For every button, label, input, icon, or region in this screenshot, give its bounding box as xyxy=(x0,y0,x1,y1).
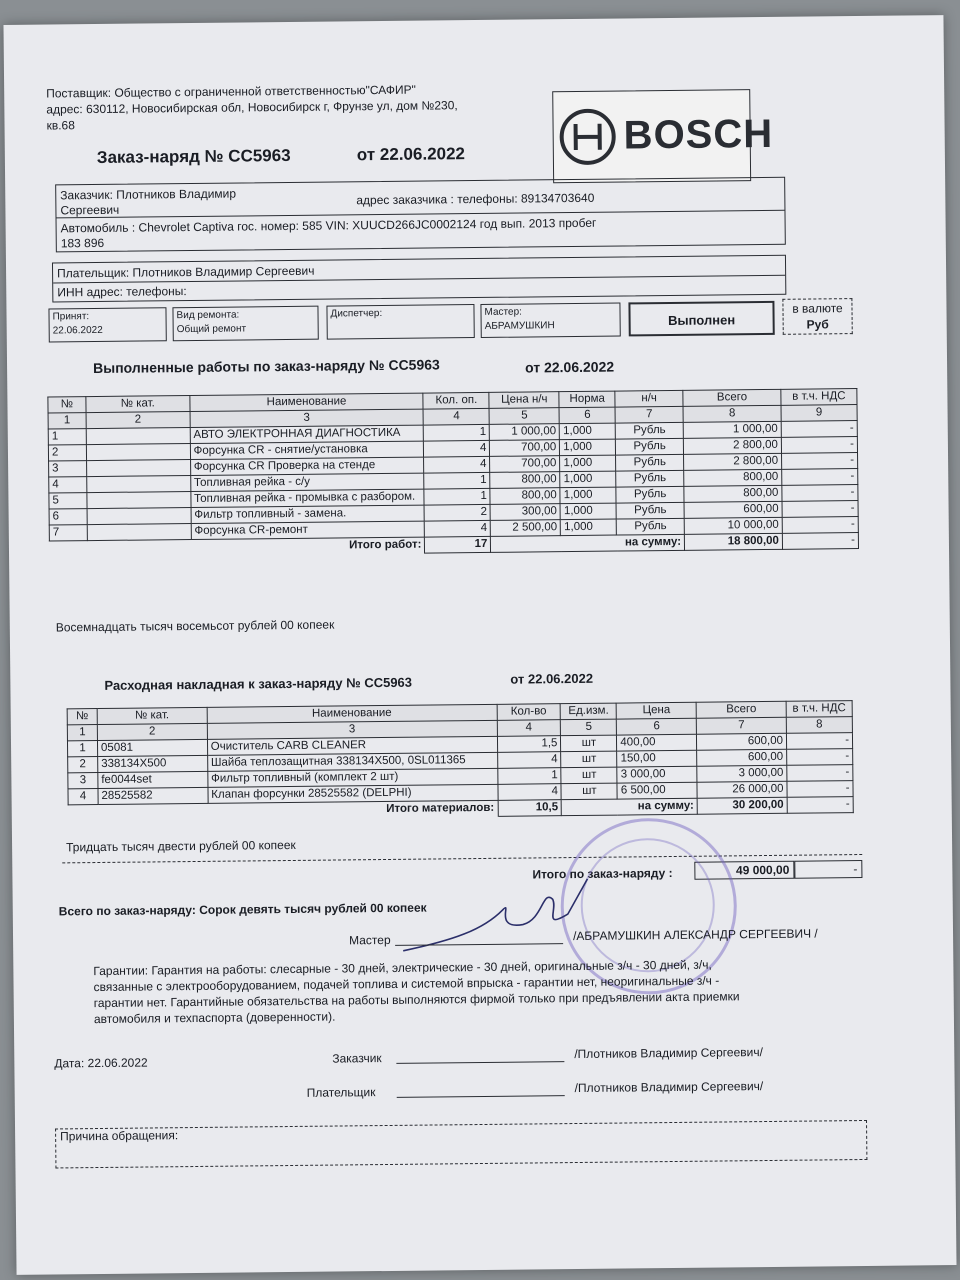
works-header-cell: в т.ч. НДС xyxy=(781,389,857,406)
works-number-cell: 6 xyxy=(559,407,615,424)
row-number: 2 xyxy=(68,757,98,773)
row-norm: 1,000 xyxy=(561,519,617,536)
works-header-cell: Цена н/ч xyxy=(489,392,559,409)
row-norm: 1,000 xyxy=(560,487,616,504)
grand-total-value: 49 000,00 xyxy=(694,861,794,880)
repair-type-box xyxy=(172,306,318,342)
row-total: 2 800,00 xyxy=(683,437,781,454)
works-header-cell: № кат. xyxy=(86,396,190,413)
company-stamp-inner xyxy=(580,838,715,973)
grand-total-vat: - xyxy=(794,860,862,879)
master-value: АБРАМУШКИН xyxy=(484,320,555,332)
row-qty: 4 xyxy=(424,456,490,473)
row-norm: 1,000 xyxy=(560,423,616,440)
row-vat: - xyxy=(787,781,853,798)
customer-name-line-2: Сергеевич xyxy=(60,202,120,218)
row-catalog: 05081 xyxy=(97,739,207,756)
master-label: Мастер: xyxy=(484,306,522,318)
accepted-label: Принят: xyxy=(52,311,90,323)
materials-header-cell: Ед.изм. xyxy=(561,703,617,720)
row-vat: - xyxy=(781,437,857,454)
row-unit: Рубль xyxy=(616,502,684,519)
row-name: Топливная рейка - промывка с разбором. xyxy=(191,489,425,507)
row-name: Топливная рейка - с/у xyxy=(190,473,424,491)
works-header-cell: № xyxy=(48,397,86,413)
works-header-cell: Всего xyxy=(683,389,781,406)
materials-sum-label: на сумму: xyxy=(562,798,698,815)
row-qty: 1,5 xyxy=(497,736,561,753)
repair-type-label: Вид ремонта: xyxy=(176,309,240,322)
row-price: 150,00 xyxy=(617,750,697,767)
row-catalog xyxy=(87,492,191,509)
works-header-cell: н/ч xyxy=(615,390,683,407)
master-signature-label: Мастер xyxy=(349,932,391,948)
materials-total-qty: 10,5 xyxy=(498,800,562,817)
works-date: от 22.06.2022 xyxy=(525,358,615,376)
payer-signature-name: /Плотников Владимир Сергеевич/ xyxy=(574,1079,764,1096)
works-table xyxy=(47,388,859,557)
works-number-cell: 4 xyxy=(424,408,490,425)
materials-table xyxy=(67,700,854,821)
row-number: 5 xyxy=(49,493,87,509)
row-name: Шайба теплозащитная 338134X500, 0SL011365 xyxy=(207,752,497,771)
materials-header-cell: Наименование xyxy=(207,704,497,723)
row-unit: шт xyxy=(561,751,617,768)
warranty-line-2: связанные с электрооборудованием, подачей топлива и системой впрыска - гарантии нет, неоригинальные з/ч - xyxy=(93,973,720,995)
row-unit: шт xyxy=(561,767,617,784)
row-price: 700,00 xyxy=(490,456,560,473)
dispatcher-label: Диспетчер: xyxy=(330,308,383,320)
row-name: Очиститель CARB CLEANER xyxy=(207,736,497,755)
reason-box xyxy=(55,1120,867,1169)
row-name: Форсунка CR - снятие/установка xyxy=(190,441,424,459)
row-catalog xyxy=(87,524,191,541)
materials-header-cell: в т.ч. НДС xyxy=(786,701,852,718)
customer-signature-label: Заказчик xyxy=(332,1051,382,1066)
currency-box xyxy=(782,298,852,335)
row-total: 600,00 xyxy=(697,733,787,750)
row-number: 1 xyxy=(67,741,97,757)
supplier-line-3: кв.68 xyxy=(46,118,75,133)
row-qty: 4 xyxy=(497,784,561,801)
master-signature-name: /АБРАМУШКИН АЛЕКСАНДР СЕРГЕЕВИЧ / xyxy=(572,926,818,944)
materials-number-cell: 6 xyxy=(617,718,697,735)
materials-total-label: Итого материалов: xyxy=(68,800,498,820)
row-unit: шт xyxy=(561,735,617,752)
works-number-cell: 7 xyxy=(615,406,683,423)
row-qty: 1 xyxy=(497,768,561,785)
row-price: 700,00 xyxy=(490,440,560,457)
row-unit: Рубль xyxy=(616,438,684,455)
materials-header-cell: Всего xyxy=(696,701,786,718)
row-price: 3 000,00 xyxy=(617,766,697,783)
row-vat: - xyxy=(781,421,857,438)
row-name: Клапан форсунки 28525582 (DELPHI) xyxy=(208,784,498,803)
materials-header-cell: № xyxy=(67,709,97,725)
row-number: 3 xyxy=(68,773,98,789)
payer-signature-line xyxy=(397,1095,565,1098)
payer-signature-label: Плательщик xyxy=(306,1085,376,1100)
supplier-line-2: адрес: 630112, Новосибирская обл, Новосибирск г, Фрунзе ул, дом №230, xyxy=(46,98,458,117)
customer-box xyxy=(55,177,786,253)
works-number-cell: 5 xyxy=(489,408,559,425)
customer-signature-name: /Плотников Владимир Сергеевич/ xyxy=(574,1045,763,1062)
row-price: 1 000,00 xyxy=(490,424,560,441)
row-price: 2 500,00 xyxy=(491,520,561,537)
materials-amount-in-words: Тридцать тысяч двести рублей 00 копеек xyxy=(66,837,296,855)
row-name: Фильтр топливный - замена. xyxy=(191,505,425,523)
row-qty: 2 xyxy=(425,504,491,521)
row-unit: Рубль xyxy=(616,518,684,535)
row-unit: Рубль xyxy=(616,470,684,487)
status-text: Выполнен xyxy=(667,312,736,329)
payer-box xyxy=(52,255,786,303)
row-price: 800,00 xyxy=(490,472,560,489)
row-number: 2 xyxy=(48,445,86,461)
row-unit: шт xyxy=(561,783,617,800)
row-total: 10 000,00 xyxy=(684,517,782,534)
works-number-cell: 2 xyxy=(86,412,190,429)
row-price: 6 500,00 xyxy=(617,782,697,799)
row-vat: - xyxy=(787,749,853,766)
row-number: 1 xyxy=(48,429,86,445)
works-number-cell: 3 xyxy=(190,409,424,427)
row-vat: - xyxy=(782,485,858,502)
row-unit: Рубль xyxy=(616,454,684,471)
works-number-cell: 9 xyxy=(781,405,857,422)
works-sum-label: на сумму: xyxy=(491,534,685,552)
materials-number-cell: 3 xyxy=(207,720,497,739)
row-number: 4 xyxy=(68,789,98,805)
row-name: Фильтр топливный (комплект 2 шт) xyxy=(208,768,498,787)
row-total: 3 000,00 xyxy=(697,765,787,782)
row-number: 6 xyxy=(49,509,87,525)
row-norm: 1,000 xyxy=(560,455,616,472)
row-vat: - xyxy=(782,501,858,518)
customer-name-line-1: Заказчик: Плотников Владимир xyxy=(60,186,237,203)
row-total: 26 000,00 xyxy=(697,781,787,798)
materials-title: Расходная накладная к заказ-наряду № СС5963 xyxy=(104,674,413,693)
row-vat: - xyxy=(786,733,852,750)
materials-number-cell: 5 xyxy=(561,719,617,736)
warranty-line-1: Гарантии: Гарантия на работы: слесарные - 30 дней, электрические - 30 дней, оригинальные з/ч - 30 дней, з/ч, xyxy=(93,957,712,979)
warranty-line-3: гарантии нет. Гарантийные обязательства на работы выполняются фирмой только при предъявлении акта приемки xyxy=(93,989,740,1011)
grand-total-label: Итого по заказ-наряду : xyxy=(532,865,673,882)
currency-value: Руб xyxy=(806,317,829,332)
order-date: от 22.06.2022 xyxy=(356,144,466,165)
works-amount-in-words: Восемнадцать тысяч восемьсот рублей 00 копеек xyxy=(55,617,335,635)
row-unit: Рубль xyxy=(616,486,684,503)
order-document xyxy=(3,15,956,1275)
row-catalog: 338134X500 xyxy=(98,755,208,772)
customer-signature-line xyxy=(396,1061,564,1064)
row-norm: 1,000 xyxy=(560,439,616,456)
materials-sum-value: 30 200,00 xyxy=(697,797,787,814)
works-total-qty: 17 xyxy=(425,536,491,553)
payer-line-1: Плательщик: Плотников Владимир Сергеевич xyxy=(57,263,315,281)
row-catalog xyxy=(87,476,191,493)
status-badge xyxy=(628,301,774,337)
grand-total-in-words: Всего по заказ-наряду: Сорок девять тысяч рублей 00 копеек xyxy=(58,900,427,919)
payer-line-2: ИНН адрес: телефоны: xyxy=(57,284,187,300)
materials-date: от 22.06.2022 xyxy=(510,670,594,687)
row-vat: - xyxy=(782,469,858,486)
row-qty: 4 xyxy=(497,752,561,769)
materials-header-cell: Кол-во xyxy=(497,704,561,721)
works-sum-vat: - xyxy=(782,533,858,550)
row-catalog: fe0044set xyxy=(98,771,208,788)
row-number: 4 xyxy=(49,477,87,493)
dispatcher-box xyxy=(326,304,474,340)
works-total-label: Итого работ: xyxy=(49,537,425,557)
row-catalog xyxy=(86,460,190,477)
row-name: Форсунка CR Проверка на стенде xyxy=(190,457,424,475)
customer-contacts: адрес заказчика : телефоны: 89134703640 xyxy=(356,190,595,208)
row-catalog xyxy=(86,444,190,461)
works-number-cell: 1 xyxy=(48,413,86,429)
order-title: Заказ-наряд № СС5963 xyxy=(96,145,291,167)
master-box xyxy=(480,303,620,338)
row-total: 2 800,00 xyxy=(684,453,782,470)
row-qty: 4 xyxy=(425,520,491,537)
bosch-logo-text: BOSCH xyxy=(623,111,774,158)
car-line-2: 183 896 xyxy=(60,235,105,251)
signature-mark xyxy=(392,869,593,961)
row-qty: 1 xyxy=(424,488,490,505)
materials-number-cell: 1 xyxy=(67,725,97,741)
row-norm: 1,000 xyxy=(560,471,616,488)
document-date: Дата: 22.06.2022 xyxy=(54,1055,148,1071)
row-vat: - xyxy=(787,765,853,782)
row-qty: 4 xyxy=(424,440,490,457)
row-qty: 1 xyxy=(424,472,490,489)
materials-number-cell: 4 xyxy=(497,720,561,737)
row-unit: Рубль xyxy=(615,422,683,439)
row-number: 7 xyxy=(49,525,87,541)
works-header-cell: Норма xyxy=(559,391,615,408)
row-total: 800,00 xyxy=(684,485,782,502)
supplier-line-1: Поставщик: Общество с ограниченной ответственностью"САФИР" xyxy=(46,82,416,101)
materials-number-cell: 2 xyxy=(97,723,207,740)
bosch-logo xyxy=(552,89,774,183)
row-total: 600,00 xyxy=(697,749,787,766)
row-qty: 1 xyxy=(424,424,490,441)
accepted-box xyxy=(48,307,166,342)
works-number-cell: 8 xyxy=(683,405,781,422)
materials-header-cell: № кат. xyxy=(97,707,207,724)
materials-number-cell: 8 xyxy=(786,717,852,734)
row-norm: 1,000 xyxy=(560,503,616,520)
row-total: 1 000,00 xyxy=(683,421,781,438)
works-header-cell: Кол. оп. xyxy=(423,392,489,409)
materials-number-cell: 7 xyxy=(696,717,786,734)
materials-header-cell: Цена xyxy=(616,702,696,719)
accepted-value: 22.06.2022 xyxy=(52,324,103,337)
reason-label: Причина обращения: xyxy=(60,1128,179,1144)
row-catalog xyxy=(87,508,191,525)
row-name: АВТО ЭЛЕКТРОННАЯ ДИАГНОСТИКА xyxy=(190,425,424,443)
materials-sum-vat: - xyxy=(787,797,853,814)
row-catalog xyxy=(86,428,190,445)
row-vat: - xyxy=(782,517,858,534)
row-price: 800,00 xyxy=(490,488,560,505)
works-sum-value: 18 800,00 xyxy=(684,533,782,550)
row-total: 800,00 xyxy=(684,469,782,486)
currency-label: в валюте xyxy=(792,301,843,316)
row-number: 3 xyxy=(49,461,87,477)
row-vat: - xyxy=(781,453,857,470)
car-line-1: Автомобиль : Chevrolet Captiva гос. номер: 585 VIN: XUUCD266JC0002124 год вып. 2013 пробег xyxy=(60,215,597,236)
row-catalog: 28525582 xyxy=(98,787,208,804)
row-total: 600,00 xyxy=(684,501,782,518)
works-title: Выполненные работы по заказ-наряду № СС5963 xyxy=(92,356,440,377)
repair-type-value: Общий ремонт xyxy=(176,323,247,336)
works-header-cell: Наименование xyxy=(190,393,424,411)
row-name: Форсунка CR-ремонт xyxy=(191,521,425,539)
warranty-line-4: автомобиля и техпаспорта (доверенности). xyxy=(93,1009,336,1027)
row-price: 400,00 xyxy=(617,734,697,751)
row-price: 300,00 xyxy=(490,504,560,521)
